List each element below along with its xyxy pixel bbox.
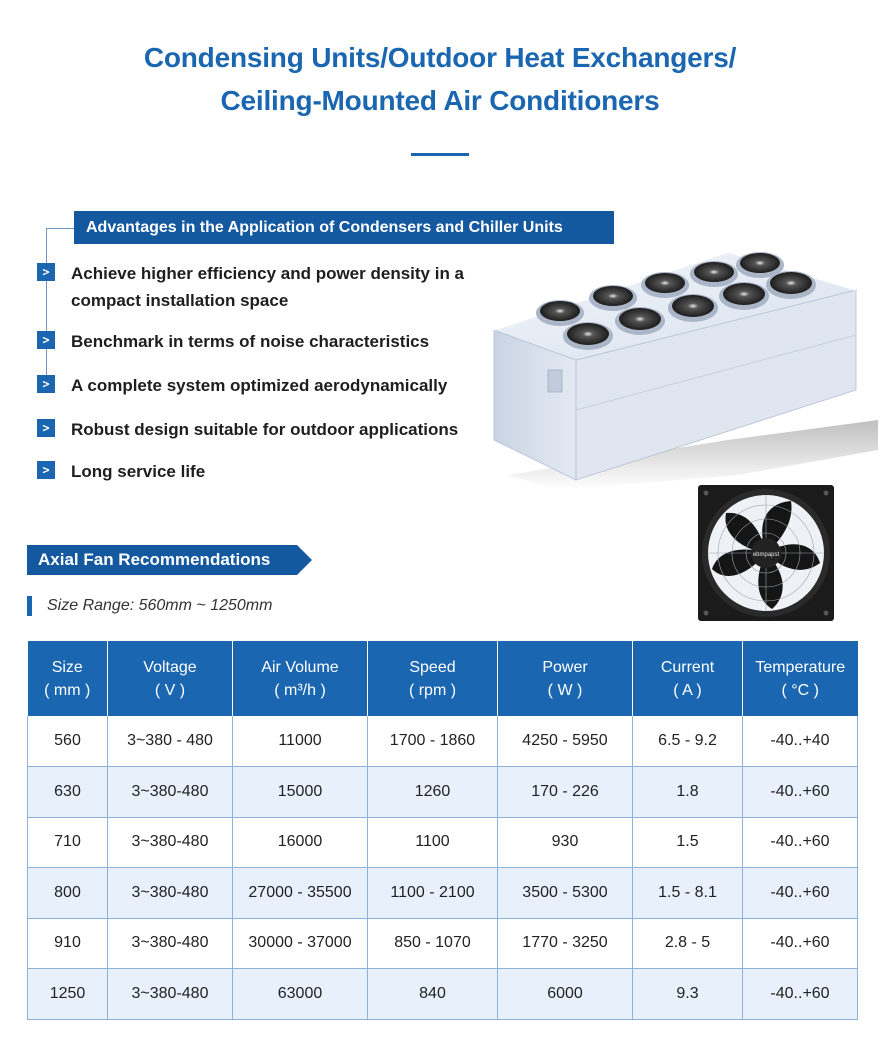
table-cell: 2.8 - 5 [633,918,743,969]
table-cell: 1100 - 2100 [368,868,498,919]
advantage-item-text: Robust design suitable for outdoor applications [71,420,459,439]
table-cell: 1250 [28,969,108,1020]
advantage-item-text: Long service life [71,462,206,481]
table-cell: 16000 [233,817,368,868]
table-cell: 3~380-480 [108,969,233,1020]
table-cell: -40..+60 [743,868,858,919]
table-cell: 840 [368,969,498,1020]
table-cell: 1700 - 1860 [368,716,498,767]
table-cell: 1.5 - 8.1 [633,868,743,919]
table-row [28,716,858,767]
axial-fan-spec-table [27,641,858,1020]
table-cell: 560 [28,716,108,767]
table-cell: 710 [28,817,108,868]
table-row [28,817,858,868]
table-cell: 1.5 [633,817,743,868]
column-header-voltage: Voltage ( V ) [108,641,233,716]
table-row [28,918,858,969]
table-cell: 800 [28,868,108,919]
column-header-speed: Speed ( rpm ) [368,641,498,716]
advantage-item-text: Achieve higher efficiency and power density in a compact installation space [71,264,465,310]
page-title-line-2: Ceiling-Mounted Air Conditioners [220,85,660,116]
chevron-right-icon: > [37,461,55,479]
title-underline [411,153,469,156]
table-cell: 3~380-480 [108,868,233,919]
table-cell: 1.8 [633,767,743,818]
size-range-marker [27,596,32,616]
table-header-row [28,641,858,716]
chevron-right-icon: > [37,263,55,281]
column-header-power: Power ( W ) [498,641,633,716]
table-cell: 630 [28,767,108,818]
table-cell: 910 [28,918,108,969]
table-cell: -40..+60 [743,767,858,818]
chevron-right-icon: > [37,419,55,437]
table-cell: -40..+60 [743,918,858,969]
axial-fan-image [696,483,836,623]
table-cell: 850 - 1070 [368,918,498,969]
table-cell: 30000 - 37000 [233,918,368,969]
table-row [28,969,858,1020]
table-cell: 15000 [233,767,368,818]
table-cell: 11000 [233,716,368,767]
table-row [28,868,858,919]
table-cell: 170 - 226 [498,767,633,818]
recommendations-header: Axial Fan Recommendations [38,550,271,569]
table-cell: -40..+40 [743,716,858,767]
condenser-unit-image [478,250,878,490]
table-cell: 3~380-480 [108,918,233,969]
table-cell: 1770 - 3250 [498,918,633,969]
page-title-line-1: Condensing Units/Outdoor Heat Exchangers/ [143,42,737,73]
advantages-header: Advantages in the Application of Condensers and Chiller Units [74,211,614,244]
table-cell: -40..+60 [743,817,858,868]
table-cell: 4250 - 5950 [498,716,633,767]
table-cell: 3~380-480 [108,767,233,818]
table-cell: -40..+60 [743,969,858,1020]
table-cell: 27000 - 35500 [233,868,368,919]
fan-brand-label: ebmpapst [752,552,780,558]
table-cell: 3~380 - 480 [108,716,233,767]
chevron-right-icon: > [37,331,55,349]
advantage-item-text: A complete system optimized aerodynamically [71,376,448,395]
table-cell: 1100 [368,817,498,868]
table-cell: 9.3 [633,969,743,1020]
table-cell: 6000 [498,969,633,1020]
table-cell: 930 [498,817,633,868]
chevron-right-icon: > [37,375,55,393]
table-cell: 1260 [368,767,498,818]
size-range-text: Size Range: 560mm ~ 1250mm [47,597,273,614]
column-header-temperature: Temperature ( °C ) [743,641,858,716]
table-cell: 3500 - 5300 [498,868,633,919]
column-header-size: Size ( mm ) [28,641,108,716]
advantage-item-text: Benchmark in terms of noise characteristics [71,332,430,351]
column-header-air-volume: Air Volume ( m³/h ) [233,641,368,716]
table-row [28,767,858,818]
table-cell: 6.5 - 9.2 [633,716,743,767]
table-cell: 63000 [233,969,368,1020]
table-cell: 3~380-480 [108,817,233,868]
page-title [0,36,880,122]
column-header-current: Current ( A ) [633,641,743,716]
